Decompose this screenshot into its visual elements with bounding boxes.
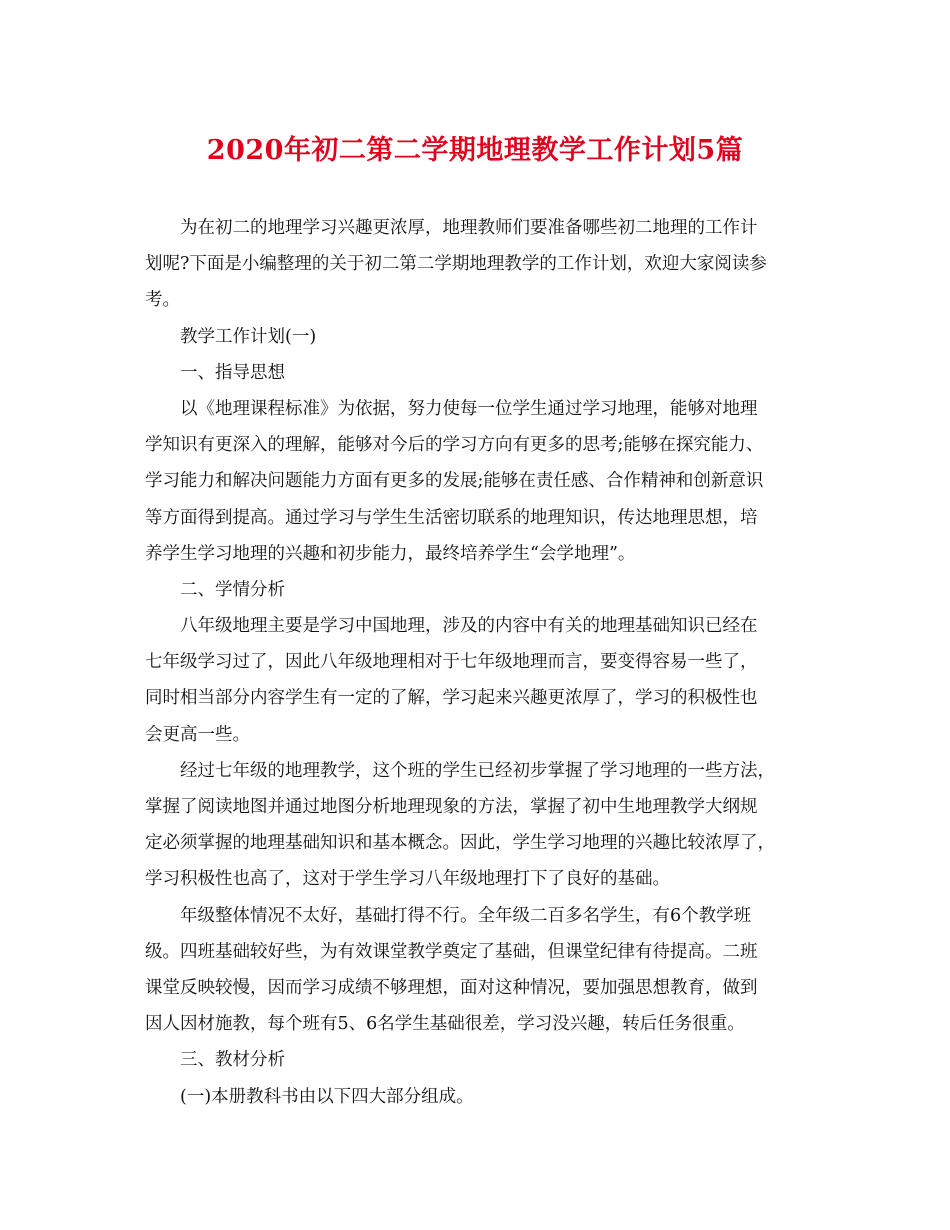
- text-line: 考。: [145, 290, 180, 311]
- text-line: 同时相当部分内容学生有一定的了解，学习起来兴趣更浓厚了，学习的积极性也: [145, 688, 758, 709]
- text-line: 三、教材分析: [180, 1050, 285, 1071]
- text-line: 学习积极性也高了，这对于学生学习八年级地理打下了良好的基础。: [145, 869, 670, 890]
- document-title: 2020年初二第二学期地理教学工作计划5篇: [206, 135, 744, 166]
- text-line: 养学生学习地理的兴趣和初步能力，最终培养学生“会学地理”。: [145, 543, 636, 564]
- text-line: 划呢?下面是小编整理的关于初二第二学期地理教学的工作计划，欢迎大家阅读参: [145, 254, 767, 275]
- document-body: [145, 210, 810, 1115]
- text-line: 课堂反映较慢，因而学习成绩不够理想，面对这种情况，要加强思想教育，做到: [145, 977, 758, 998]
- text-line: 会更高一些。: [145, 724, 250, 745]
- text-line: 为在初二的地理学习兴趣更浓厚，地理教师们要准备哪些初二地理的工作计: [180, 218, 758, 238]
- text-line: 八年级地理主要是学习中国地理，涉及的内容中有关的地理基础知识已经在: [180, 616, 758, 637]
- text-line: 一、指导思想: [180, 362, 285, 383]
- text-line: 因人因材施教，每个班有5、6名学生基础很差，学习没兴趣，转后任务很重。: [145, 1014, 745, 1035]
- text-line: 二、学情分析: [180, 579, 285, 600]
- text-line: 七年级学习过了，因此八年级地理相对于七年级地理而言，要变得容易一些了，: [145, 652, 758, 673]
- text-line: 级。四班基础较好些，为有效课堂教学奠定了基础，但课堂纪律有待提高。二班: [145, 941, 758, 962]
- text-line: 定必须掌握的地理基础知识和基本概念。因此，学生学习地理的兴趣比较浓厚了，: [145, 833, 775, 854]
- text-line: 年级整体情况不太好，基础打得不行。全年级二百多名学生，有6个教学班: [180, 905, 752, 926]
- text-line: 经过七年级的地理教学，这个班的学生已经初步掌握了学习地理的一些方法，: [180, 760, 775, 781]
- text-line: 学习能力和解决问题能力方面有更多的发展;能够在责任感、合作精神和创新意识: [145, 471, 764, 492]
- text-line: 教学工作计划(一): [180, 326, 317, 347]
- text-line: 学知识有更深入的理解，能够对今后的学习方向有更多的思考;能够在探究能力、: [145, 435, 764, 456]
- text-line: 掌握了阅读地图并通过地图分析地理现象的方法，掌握了初中生地理教学大纲规: [145, 797, 758, 817]
- text-line: 等方面得到提高。通过学习与学生生活密切联系的地理知识，传达地理思想，培: [145, 507, 758, 528]
- text-line: (一)本册教科书由以下四大部分组成。: [180, 1086, 474, 1107]
- text-line: 以《地理课程标准》为依据，努力使每一位学生通过学习地理，能够对地理: [180, 398, 758, 419]
